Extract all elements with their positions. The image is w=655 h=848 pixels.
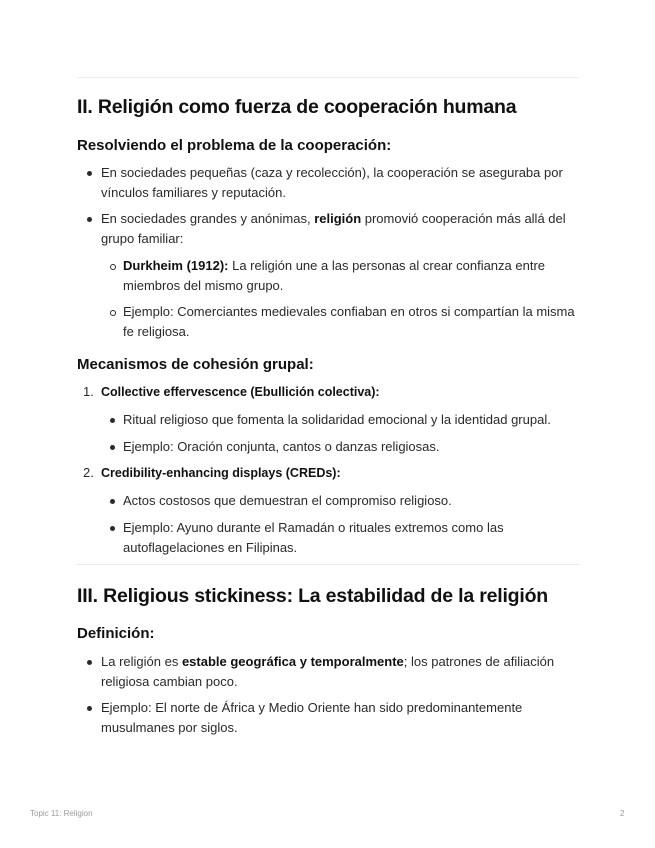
bullet-marker xyxy=(110,499,115,504)
mechanism-effervescence-label: Collective effervescence (Ebullición colectiva): xyxy=(101,385,380,399)
bullet-stable-religion: La religión es estable geográfica y temporalmente; los patrones de afiliación religiosa cambian poco. xyxy=(101,654,555,689)
bullet-marker xyxy=(110,445,115,450)
subheading-definition: Definición: xyxy=(77,625,155,642)
bullet-marker xyxy=(87,660,92,665)
bullet-prayer-example: Ejemplo: Oración conjunta, cantos o danzas religiosas. xyxy=(123,439,440,454)
bullet-north-africa-example: Ejemplo: El norte de África y Medio Oriente han sido predominantemente musulmanes por siglos. xyxy=(101,700,523,735)
list-number: 1. xyxy=(83,384,94,399)
bullet-costly-acts: Actos costosos que demuestran el compromiso religioso. xyxy=(123,493,452,508)
section-heading-cooperation: II. Religión como fuerza de cooperación humana xyxy=(77,96,517,118)
subheading-cohesion-mechanisms: Mecanismos de cohesión grupal: xyxy=(77,356,314,373)
bullet-large-societies: En sociedades grandes y anónimas, religión promovió cooperación más allá del grupo familiar: xyxy=(101,211,566,246)
list-number: 2. xyxy=(83,465,94,480)
mechanism-creds-label: Credibility-enhancing displays (CREDs): xyxy=(101,466,341,480)
sub-bullet-marker xyxy=(110,310,116,316)
sub-bullet-durkheim: Durkheim (1912): La religión une a las personas al crear confianza entre miembros del mismo grupo. xyxy=(123,258,546,293)
bullet-marker xyxy=(87,706,92,711)
sub-bullet-marker xyxy=(110,264,116,270)
bullet-ritual: Ritual religioso que fomenta la solidaridad emocional y la identidad grupal. xyxy=(123,412,551,427)
subheading-cooperation-problem: Resolviendo el problema de la cooperación: xyxy=(77,137,392,154)
top-divider xyxy=(77,77,579,78)
sub-bullet-merchants: Ejemplo: Comerciantes medievales confiaban en otros si compartían la misma fe religiosa. xyxy=(123,304,575,339)
bullet-ramadan-example: Ejemplo: Ayuno durante el Ramadán o rituales extremos como las autoflagelaciones en Filipinas. xyxy=(123,520,504,555)
section-heading-stickiness: III. Religious stickiness: La estabilidad de la religión xyxy=(77,585,549,607)
bullet-marker xyxy=(110,526,115,531)
bullet-marker xyxy=(87,171,92,176)
bullet-marker xyxy=(87,217,92,222)
bullet-marker xyxy=(110,418,115,423)
bullet-small-societies: En sociedades pequeñas (caza y recolección), la cooperación se aseguraba por vínculos familiares y reputación. xyxy=(101,165,563,200)
footer-page-number: 2 xyxy=(620,809,625,818)
section-divider xyxy=(77,564,579,565)
footer-topic: Topic 11: Religion xyxy=(30,809,93,818)
